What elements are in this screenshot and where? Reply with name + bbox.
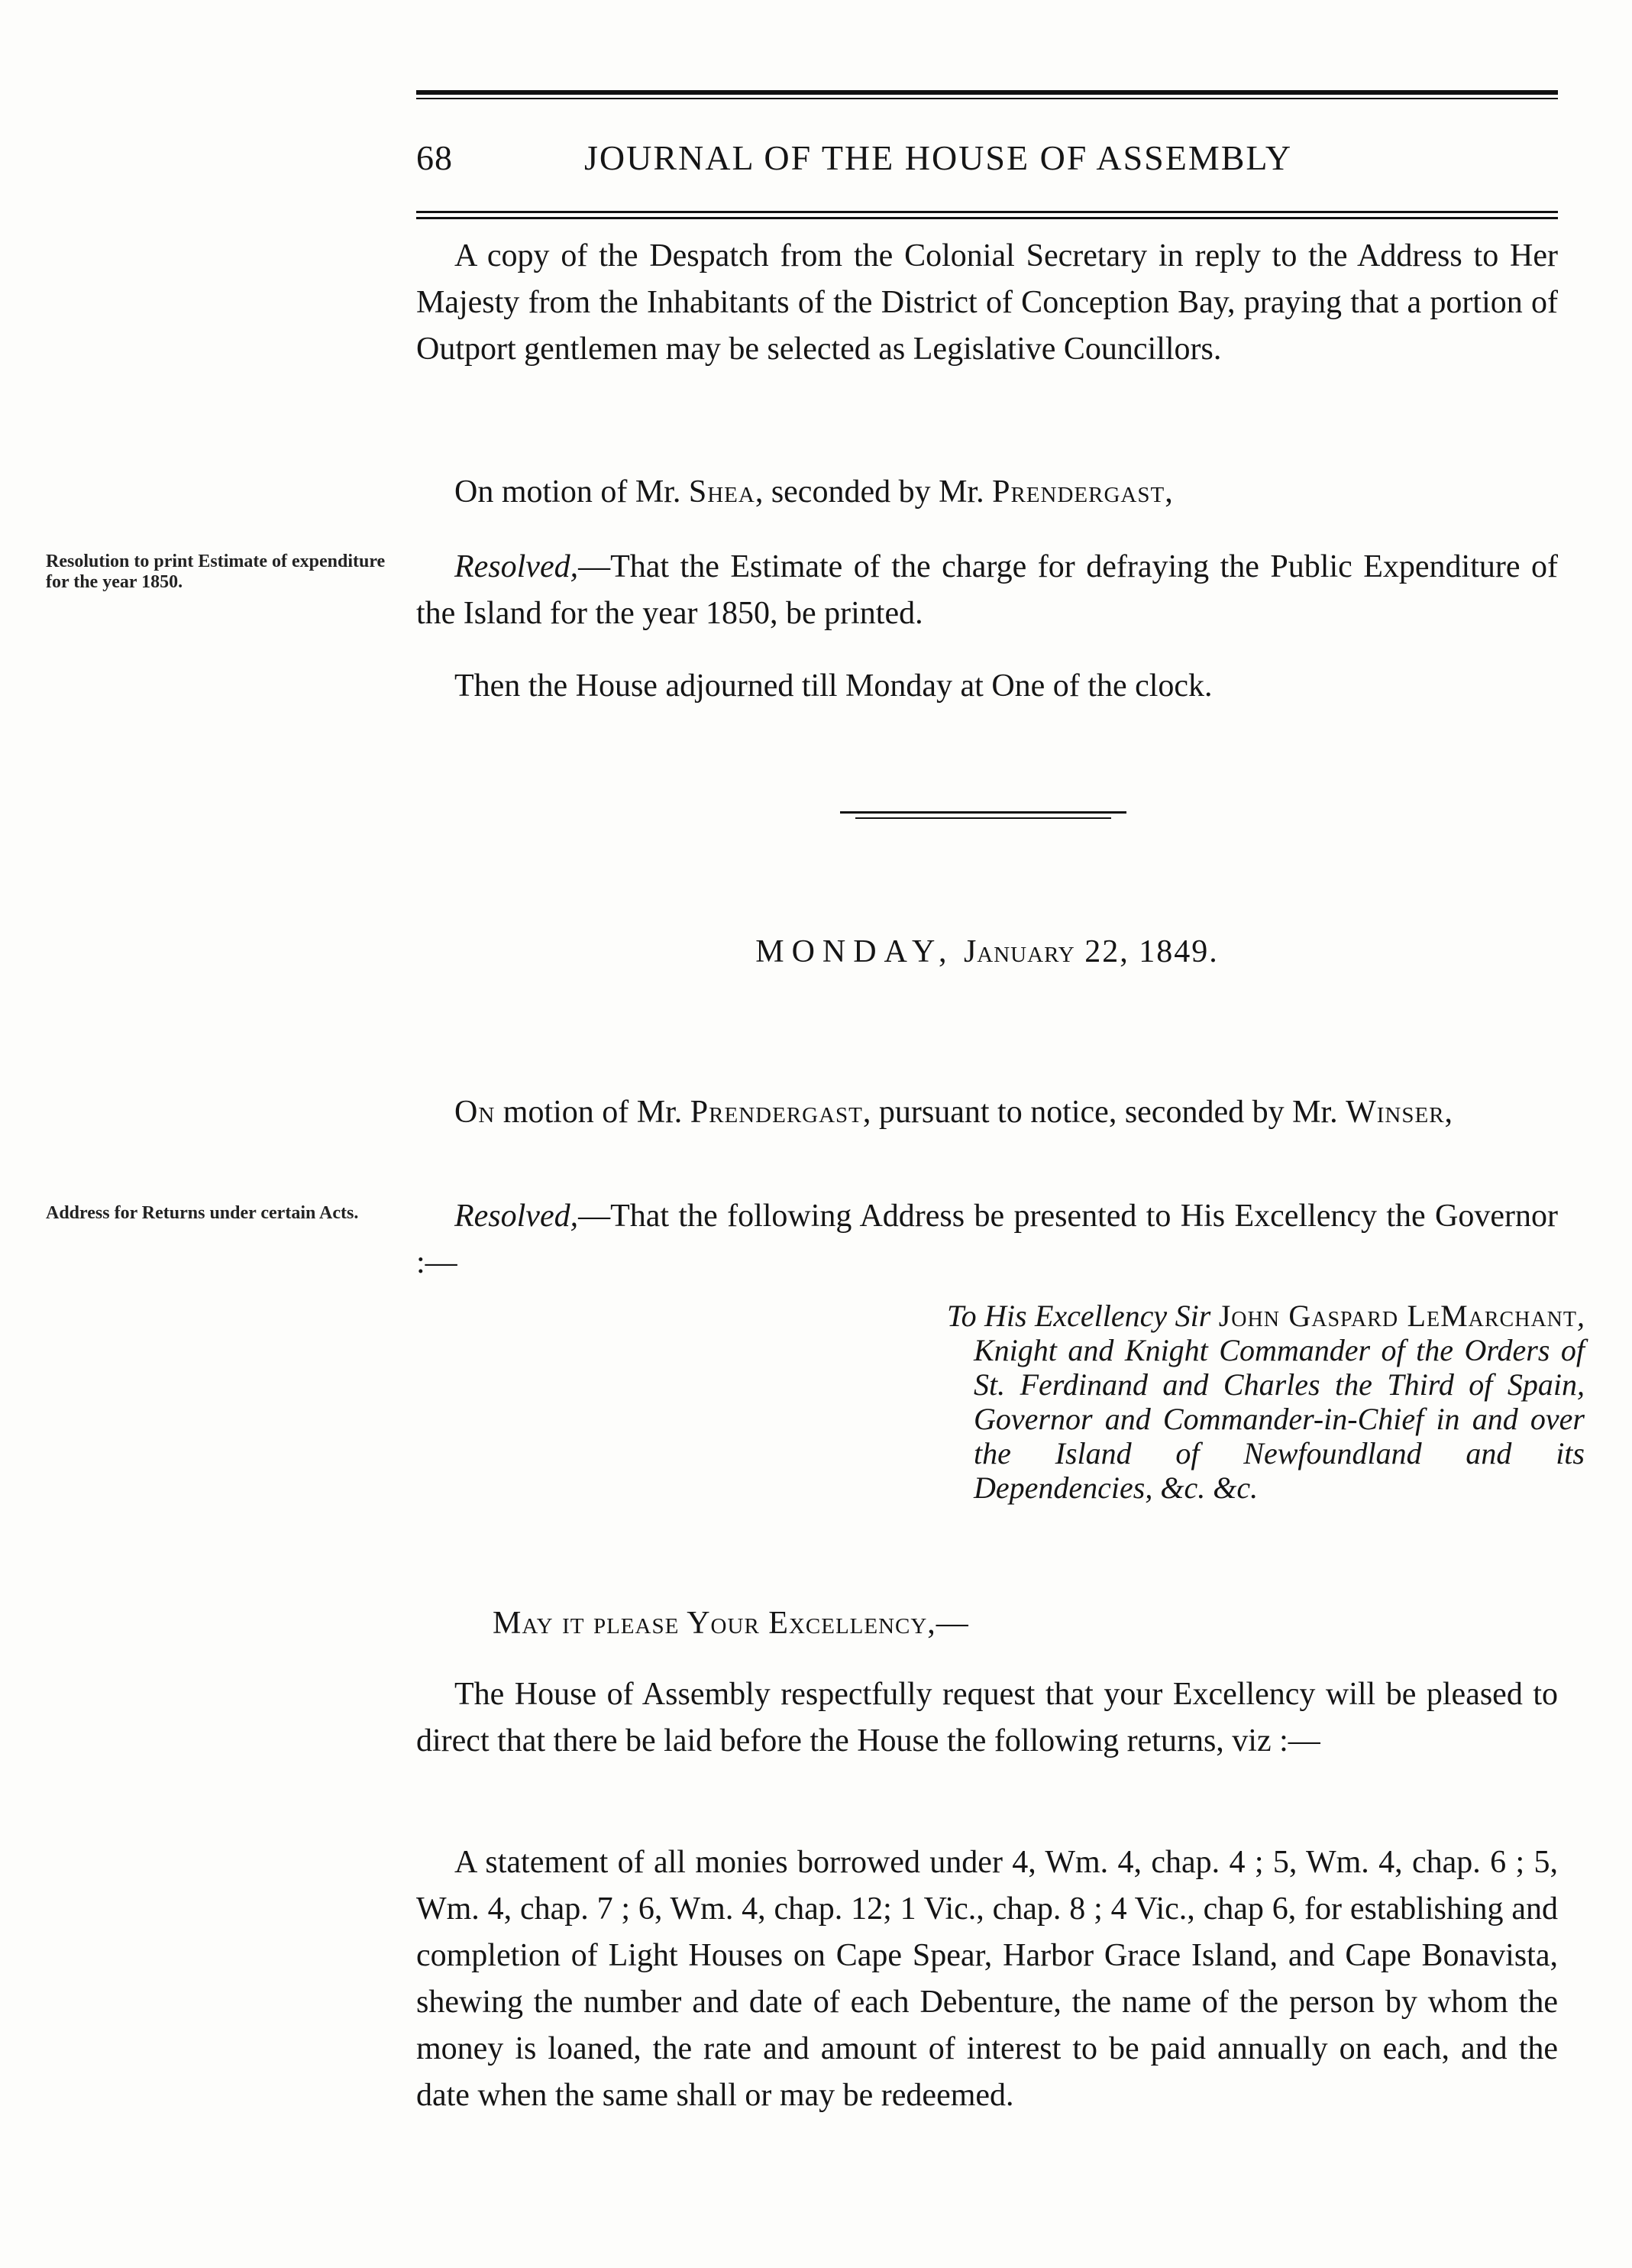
section-divider bbox=[840, 811, 1126, 822]
resolved-label: Resolved, bbox=[454, 549, 579, 584]
governor-name: John Gaspard LeMarchant bbox=[1218, 1299, 1577, 1333]
page-number: 68 bbox=[416, 138, 453, 177]
name-shea: Shea bbox=[688, 474, 755, 510]
resolved-label-2: Resolved, bbox=[454, 1199, 579, 1234]
paragraph-adjourned: Then the House adjourned till Monday at One of the clock. bbox=[454, 668, 1213, 704]
salutation: May it please Your Excellency,— bbox=[493, 1606, 969, 1641]
paragraph-motion-prendergast: On motion of Mr. Prendergast, pursuant to notice, seconded by Mr. Winser, bbox=[454, 1095, 1453, 1130]
margin-note-estimate: Resolution to print Estimate of expenditure for the year 1850. bbox=[46, 552, 386, 592]
running-title: JOURNAL OF THE HOUSE OF ASSEMBLY bbox=[584, 138, 1293, 177]
paragraph-statement: A statement of all monies borrowed under 4, Wm. 4, chap. 4 ; 5, Wm. 4, chap. 6 ; 5, Wm. 4, chap. 7 ; 6, Wm. 4, chap. 12; 1 Vic., chap. 8 ; 4 Vic., chap 6, for establishing and completion of Light Houses on Cape Spear, Harbor Grace Island, and Cape Bonavista, shewing the number and date of each Debenture, the name of the person by whom the money is loaned, the rate and amount of interest to be paid annually on each, and the date when the same shall or may be redeemed. bbox=[416, 1845, 1558, 2113]
paragraph-resolved-estimate: Resolved,—That the Estimate of the charge for defraying the Public Expenditure of the Island for the year 1850, be printed. bbox=[416, 549, 1558, 631]
paragraph-resolved-address: Resolved,—That the following Address be presented to His Excellency the Governor :— bbox=[416, 1199, 1558, 1280]
date-heading: MONDAY, January 22, 1849. bbox=[755, 934, 1219, 969]
paragraph-motion-shea: On motion of Mr. Shea, seconded by Mr. Prendergast, bbox=[454, 474, 1173, 510]
paragraph-despatch: A copy of the Despatch from the Colonial Secretary in reply to the Address to Her Majesty from the Inhabitants of the District of Conception Bay, praying that a portion of Outport gentlemen may be selected as Legislative Councillors. bbox=[416, 238, 1558, 367]
header-double-rule bbox=[416, 211, 1558, 223]
top-rule bbox=[416, 90, 1558, 101]
margin-note-returns: Address for Returns under certain Acts. bbox=[46, 1203, 359, 1223]
name-prendergast: Prendergast bbox=[992, 474, 1165, 510]
paragraph-request: The House of Assembly respectfully request that your Excellency will be pleased to direct that there be laid before the House the following returns, viz :— bbox=[416, 1677, 1558, 1758]
page-header bbox=[416, 138, 1558, 183]
name-prendergast-2: Prendergast bbox=[690, 1095, 863, 1130]
address-salutation-block: To His Excellency Sir John Gaspard LeMarchant, Knight and Knight Commander of the Orders of St. Ferdinand and Charles the Third of Spain, Governor and Commander-in-Chief in and over the Island of Newfoundland and its Dependencies, &c. &c. bbox=[947, 1299, 1585, 1505]
name-winser: Winser bbox=[1346, 1095, 1445, 1130]
